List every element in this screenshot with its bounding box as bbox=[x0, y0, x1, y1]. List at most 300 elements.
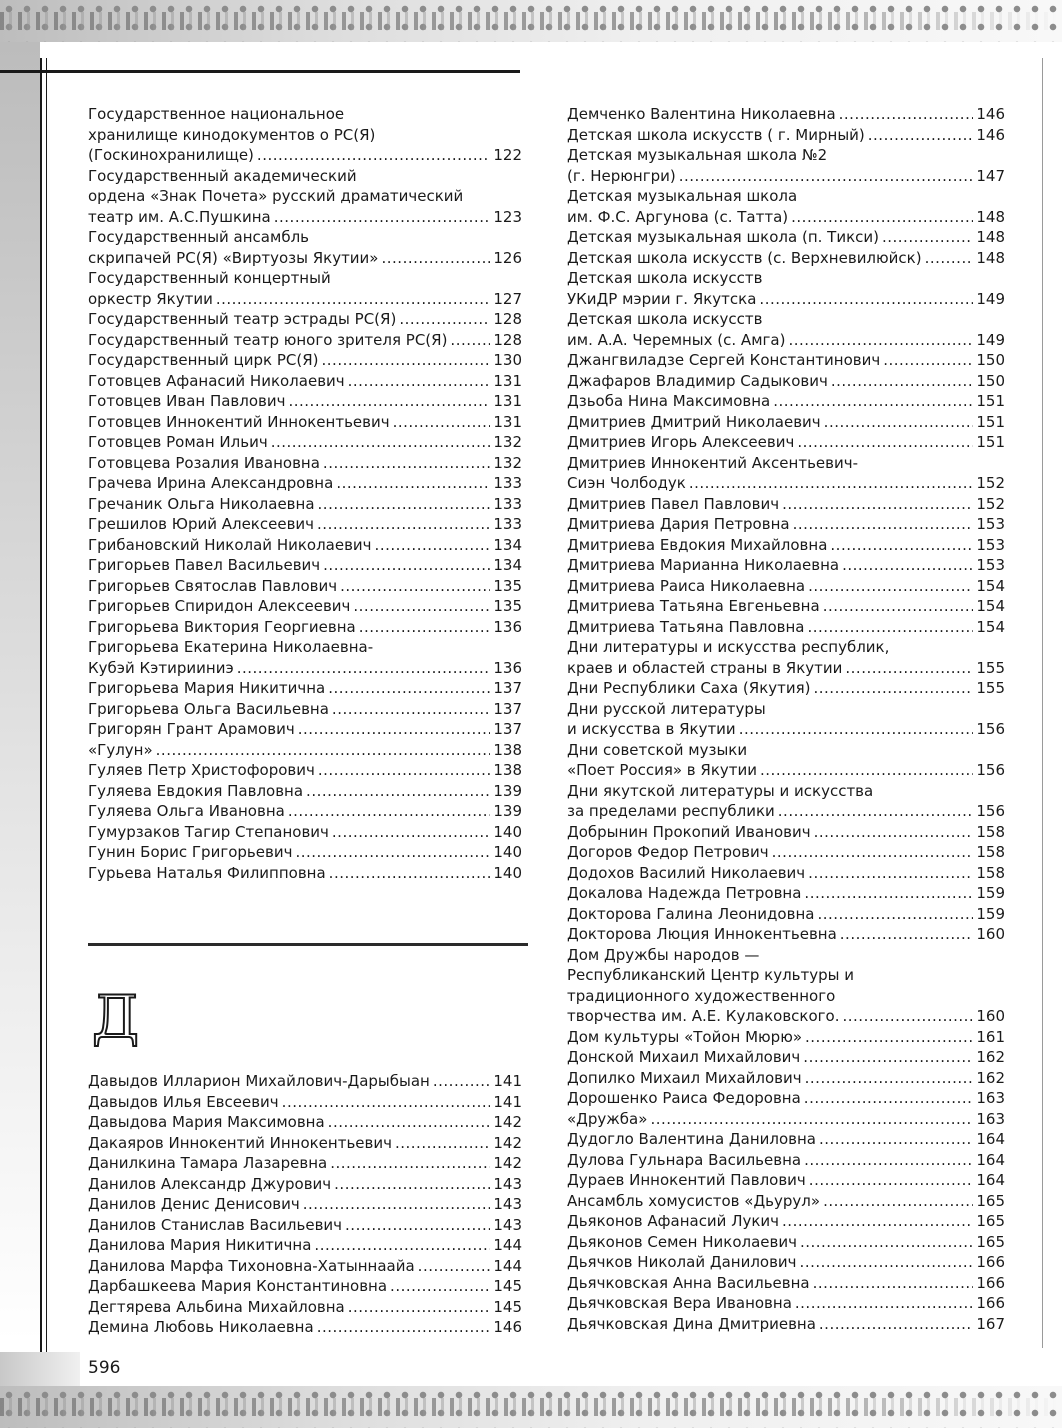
entry-page: 130 bbox=[493, 351, 522, 369]
entry-text: Добрынин Прокопий Иванович bbox=[567, 822, 811, 841]
entry-page: 153 bbox=[976, 535, 1005, 554]
dot-leader bbox=[808, 863, 973, 884]
index-entry bbox=[88, 1317, 522, 1338]
entry-text: Дакаяров Иннокентий Иннокентьевич bbox=[88, 1133, 392, 1152]
entry-page: 146 bbox=[493, 1318, 522, 1336]
entry-text: оркестр Якутии bbox=[88, 289, 213, 308]
entry-text: Донской Михаил Михайлович bbox=[567, 1048, 801, 1066]
index-entry bbox=[567, 617, 1005, 638]
entry-page: 122 bbox=[493, 146, 522, 164]
entry-text: Дмитриев Павел Павлович bbox=[567, 494, 780, 513]
entry-text: Дмитриева Марианна Николаевна bbox=[567, 556, 840, 574]
index-entry bbox=[88, 371, 522, 392]
entry-page: 152 bbox=[976, 494, 1005, 513]
page-number-bar bbox=[0, 1352, 80, 1386]
entry-page: 134 bbox=[493, 556, 522, 574]
entry-page: 138 bbox=[493, 761, 522, 779]
dot-leader bbox=[314, 1235, 490, 1256]
dot-leader bbox=[274, 207, 491, 228]
dot-leader bbox=[830, 535, 973, 556]
entry-text: Дьячковская Дина Дмитриевна bbox=[567, 1314, 816, 1333]
dot-leader bbox=[340, 576, 490, 597]
dot-leader bbox=[800, 1252, 974, 1273]
entry-text: Данилов Станислав Васильевич bbox=[88, 1215, 343, 1234]
entry-page: 131 bbox=[493, 392, 522, 410]
entry-text: Готовцев Роман Ильич bbox=[88, 433, 268, 451]
entry-text: Дни Республики Саха (Якутия) bbox=[567, 679, 811, 697]
entry-page: 164 bbox=[976, 1130, 1005, 1148]
dot-leader bbox=[382, 248, 491, 269]
entry-text: Республиканский Центр культуры и bbox=[567, 966, 854, 984]
entry-page: 166 bbox=[976, 1253, 1005, 1271]
dot-leader bbox=[805, 1027, 973, 1048]
entry-text: Григорян Грант Арамович bbox=[88, 720, 295, 738]
entry-page: 163 bbox=[976, 1089, 1005, 1107]
dot-leader bbox=[760, 760, 973, 781]
index-entry bbox=[88, 289, 522, 310]
entry-text: (Госкинохранилище) bbox=[88, 146, 254, 164]
index-entry bbox=[88, 350, 522, 371]
entry-page: 142 bbox=[493, 1113, 522, 1131]
index-entry bbox=[567, 1232, 1005, 1253]
dot-leader bbox=[216, 289, 491, 310]
index-column-right bbox=[567, 104, 1005, 1334]
dot-leader bbox=[804, 1150, 973, 1171]
index-entry bbox=[567, 350, 1005, 371]
entry-text: Давыдова Мария Максимовна bbox=[88, 1113, 325, 1131]
index-entry bbox=[567, 125, 1005, 146]
entry-text: Ансамбль хомусистов «Дьурул» bbox=[567, 1191, 821, 1210]
entry-page: 137 bbox=[493, 699, 522, 718]
dot-leader bbox=[332, 699, 490, 720]
index-entry bbox=[88, 576, 522, 597]
dot-leader bbox=[782, 494, 973, 515]
dot-leader bbox=[807, 617, 973, 638]
index-entry bbox=[567, 1293, 1005, 1314]
entry-text: Дмитриев Иннокентий Аксентьевич- bbox=[567, 453, 859, 472]
index-entry bbox=[88, 1071, 522, 1092]
entry-text: Докторова Галина Леонидовна bbox=[567, 904, 815, 923]
dot-leader bbox=[778, 801, 974, 822]
entry-text: Дорошенко Раиса Федоровна bbox=[567, 1089, 801, 1107]
index-entry bbox=[88, 617, 522, 638]
index-entry bbox=[567, 883, 1005, 904]
index-entry bbox=[567, 719, 1005, 740]
index-entry bbox=[567, 986, 1005, 1007]
entry-text: Гуляев Петр Христофорович bbox=[88, 761, 315, 779]
entry-text: Готовцев Афанасий Николаевич bbox=[88, 371, 345, 390]
index-entry bbox=[88, 1194, 522, 1215]
dot-leader bbox=[328, 678, 490, 699]
entry-page: 128 bbox=[493, 330, 522, 349]
entry-page: 126 bbox=[493, 248, 522, 267]
dot-leader bbox=[824, 412, 974, 433]
dot-leader bbox=[450, 330, 490, 351]
entry-text: Гуляева Ольга Ивановна bbox=[88, 802, 285, 820]
entry-page: 132 bbox=[493, 453, 522, 472]
entry-text: Дмитриева Евдокия Михайловна bbox=[567, 535, 828, 554]
index-entry bbox=[567, 1088, 1005, 1109]
index-entry bbox=[567, 1170, 1005, 1191]
index-entry bbox=[88, 104, 522, 125]
index-entry bbox=[567, 494, 1005, 515]
dot-leader bbox=[271, 432, 491, 453]
entry-text: Дегтярева Альбина Михайловна bbox=[88, 1297, 345, 1316]
dot-leader bbox=[298, 719, 491, 740]
dot-leader bbox=[399, 309, 490, 330]
entry-page: 141 bbox=[493, 1092, 522, 1111]
index-entry bbox=[567, 904, 1005, 925]
index-entry bbox=[567, 965, 1005, 986]
entry-text: Дни якутской литературы и искусства bbox=[567, 781, 874, 800]
entry-page: 163 bbox=[976, 1109, 1005, 1128]
entry-page: 156 bbox=[976, 802, 1005, 820]
entry-page: 133 bbox=[493, 494, 522, 513]
entry-page: 142 bbox=[493, 1154, 522, 1172]
index-entry bbox=[567, 227, 1005, 248]
dot-leader bbox=[772, 842, 974, 863]
entry-text: Государственный театр эстрады РС(Я) bbox=[88, 310, 397, 328]
index-entry bbox=[567, 1150, 1005, 1171]
entry-page: 151 bbox=[976, 433, 1005, 451]
dot-leader bbox=[318, 760, 490, 781]
entry-text: Детская школа искусств (с. Верхневилюйск) bbox=[567, 248, 922, 267]
entry-text: Дмитриева Раиса Николаевна bbox=[567, 576, 806, 595]
dot-leader bbox=[817, 904, 973, 925]
dot-leader bbox=[868, 125, 974, 146]
entry-page: 165 bbox=[976, 1232, 1005, 1251]
dot-leader bbox=[318, 494, 491, 515]
index-entry bbox=[88, 1153, 522, 1174]
entry-text: Гурьева Наталья Филипповна bbox=[88, 863, 326, 882]
entry-page: 154 bbox=[976, 617, 1005, 636]
entry-page: 127 bbox=[493, 289, 522, 308]
ornamental-border-top bbox=[0, 0, 1062, 42]
dot-leader bbox=[353, 596, 490, 617]
dot-leader bbox=[395, 1133, 490, 1154]
entry-text: Грибановский Николай Николаевич bbox=[88, 535, 372, 554]
index-entry bbox=[567, 1211, 1005, 1232]
index-entry bbox=[88, 719, 522, 740]
dot-leader bbox=[805, 1068, 974, 1089]
entry-page: 156 bbox=[976, 761, 1005, 779]
entry-page: 135 bbox=[493, 576, 522, 595]
entry-text: Готовцева Розалия Ивановна bbox=[88, 453, 320, 472]
entry-page: 140 bbox=[493, 822, 522, 841]
entry-page: 150 bbox=[976, 351, 1005, 369]
left-rule-thin bbox=[46, 58, 47, 1388]
entry-page: 145 bbox=[493, 1277, 522, 1295]
index-entry bbox=[88, 207, 522, 228]
entry-text: Дарбашкеева Мария Константиновна bbox=[88, 1277, 388, 1295]
entry-page: 128 bbox=[493, 310, 522, 328]
index-entry bbox=[88, 227, 522, 248]
dot-leader bbox=[739, 719, 974, 740]
entry-text: краев и областей страны в Якутии bbox=[567, 658, 843, 677]
entry-page: 150 bbox=[976, 371, 1005, 390]
entry-text: Додохов Василий Николаевич bbox=[567, 863, 806, 882]
dot-leader bbox=[804, 883, 973, 904]
side-shade bbox=[0, 42, 40, 1342]
entry-page: 137 bbox=[493, 679, 522, 697]
entry-page: 136 bbox=[493, 658, 522, 677]
entry-text: театр им. А.С.Пушкина bbox=[88, 207, 271, 226]
entry-text: Детская музыкальная школа (п. Тикси) bbox=[567, 228, 879, 246]
dot-leader bbox=[348, 371, 491, 392]
ornamental-border-bottom bbox=[0, 1386, 1062, 1428]
entry-page: 167 bbox=[976, 1314, 1005, 1333]
entry-page: 155 bbox=[976, 658, 1005, 677]
page-number: 596 bbox=[88, 1358, 121, 1378]
dot-leader bbox=[317, 1317, 491, 1338]
index-entry bbox=[567, 801, 1005, 822]
dot-leader bbox=[883, 350, 973, 371]
entry-text: Детская музыкальная школа №2 bbox=[567, 146, 828, 164]
index-entry bbox=[567, 740, 1005, 761]
entry-page: 141 bbox=[493, 1072, 522, 1090]
entry-text: Дьяконов Афанасий Лукич bbox=[567, 1212, 780, 1230]
entry-text: ордена «Знак Почета» русский драматический bbox=[88, 187, 464, 205]
index-entry bbox=[88, 473, 522, 494]
entry-text: им. А.А. Черемных (с. Амга) bbox=[567, 330, 786, 349]
entry-text: Григорьева Виктория Георгиевна bbox=[88, 617, 356, 636]
index-entry bbox=[567, 781, 1005, 802]
entry-page: 144 bbox=[493, 1256, 522, 1275]
index-entry bbox=[567, 1314, 1005, 1335]
entry-page: 143 bbox=[493, 1215, 522, 1234]
entry-page: 159 bbox=[976, 904, 1005, 923]
index-entry bbox=[88, 555, 522, 576]
entry-text: Дьячковская Вера Ивановна bbox=[567, 1294, 792, 1312]
index-entry bbox=[567, 268, 1005, 289]
index-entry bbox=[88, 1133, 522, 1154]
entry-page: 153 bbox=[976, 515, 1005, 533]
entry-page: 156 bbox=[976, 720, 1005, 738]
entry-page: 159 bbox=[976, 884, 1005, 902]
entry-page: 162 bbox=[976, 1068, 1005, 1087]
dot-leader bbox=[303, 1194, 491, 1215]
entry-page: 149 bbox=[976, 289, 1005, 308]
dot-leader bbox=[334, 1174, 490, 1195]
index-entry bbox=[88, 268, 522, 289]
index-entry bbox=[88, 391, 522, 412]
index-entry bbox=[88, 453, 522, 474]
index-entry bbox=[567, 658, 1005, 679]
dot-leader bbox=[814, 678, 974, 699]
entry-text: Детская школа искусств ( г. Мирный) bbox=[567, 125, 865, 144]
index-entry bbox=[88, 412, 522, 433]
dot-leader bbox=[845, 658, 973, 679]
index-entry bbox=[88, 145, 522, 166]
entry-text: «Гулун» bbox=[88, 740, 153, 759]
dot-leader bbox=[393, 412, 491, 433]
entry-text: Давыдов Илья Евсеевич bbox=[88, 1092, 279, 1111]
index-entry bbox=[567, 166, 1005, 187]
index-entry bbox=[88, 596, 522, 617]
entry-text: Данилова Марфа Тихоновна-Хатыннаайа bbox=[88, 1256, 415, 1275]
index-entry bbox=[567, 863, 1005, 884]
entry-page: 138 bbox=[493, 740, 522, 759]
index-entry bbox=[567, 453, 1005, 474]
dot-leader bbox=[842, 555, 973, 576]
dot-leader bbox=[328, 1112, 491, 1133]
dot-leader bbox=[330, 1153, 490, 1174]
entry-text: Дом Дружбы народов — bbox=[567, 945, 760, 964]
entry-text: Дулова Гульнара Васильевна bbox=[567, 1150, 802, 1169]
entry-page: 131 bbox=[493, 371, 522, 390]
index-entry bbox=[567, 535, 1005, 556]
index-entry bbox=[567, 391, 1005, 412]
index-entry bbox=[567, 514, 1005, 535]
index-entry bbox=[88, 801, 522, 822]
index-entry bbox=[567, 945, 1005, 966]
dot-leader bbox=[156, 740, 491, 761]
index-column-left-top bbox=[88, 104, 522, 883]
entry-page: 154 bbox=[976, 597, 1005, 615]
entry-text: «Поет Россия» в Якутии bbox=[567, 761, 758, 779]
dot-leader bbox=[288, 801, 491, 822]
index-entry bbox=[88, 658, 522, 679]
index-entry bbox=[567, 289, 1005, 310]
entry-text: хранилище кинодокументов о РС(Я) bbox=[88, 125, 376, 144]
dot-leader bbox=[679, 166, 974, 187]
dot-leader bbox=[332, 822, 490, 843]
entry-page: 137 bbox=[493, 720, 522, 738]
index-entry bbox=[567, 699, 1005, 720]
entry-text: Дзьоба Нина Максимовна bbox=[567, 392, 771, 410]
entry-text: Джафаров Владимир Садыкович bbox=[567, 371, 828, 390]
index-entry bbox=[567, 1027, 1005, 1048]
index-entry bbox=[567, 596, 1005, 617]
entry-text: традиционного художественного bbox=[567, 986, 836, 1005]
entry-text: Докалова Надежда Петровна bbox=[567, 884, 802, 902]
dot-leader bbox=[295, 842, 490, 863]
entry-page: 165 bbox=[976, 1191, 1005, 1210]
index-entry bbox=[567, 104, 1005, 125]
entry-page: 160 bbox=[976, 925, 1005, 943]
entry-page: 154 bbox=[976, 576, 1005, 595]
dot-leader bbox=[840, 924, 974, 945]
entry-text: Допилко Михаил Михайлович bbox=[567, 1068, 802, 1087]
index-entry bbox=[88, 822, 522, 843]
entry-text: Дьячков Николай Данилович bbox=[567, 1253, 797, 1271]
entry-text: Григорьева Екатерина Николаевна- bbox=[88, 638, 374, 656]
entry-text: Дмитриев Дмитрий Николаевич bbox=[567, 412, 821, 431]
entry-text: Грешилов Юрий Алексеевич bbox=[88, 515, 315, 533]
index-entry bbox=[88, 1256, 522, 1277]
dot-leader bbox=[797, 432, 973, 453]
index-entry bbox=[567, 309, 1005, 330]
entry-page: 161 bbox=[976, 1027, 1005, 1046]
entry-page: 155 bbox=[976, 679, 1005, 697]
entry-text: Государственное национальное bbox=[88, 105, 345, 123]
entry-page: 148 bbox=[976, 248, 1005, 267]
dot-leader bbox=[336, 473, 490, 494]
entry-page: 133 bbox=[493, 515, 522, 533]
dot-leader bbox=[803, 1047, 973, 1068]
left-rule bbox=[40, 58, 42, 1388]
entry-text: Дудогло Валентина Даниловна bbox=[567, 1130, 816, 1148]
entry-text: скрипачей РС(Я) «Виртуозы Якутии» bbox=[88, 248, 379, 267]
index-entry bbox=[88, 1215, 522, 1236]
entry-text: Дураев Иннокентий Павлович bbox=[567, 1171, 806, 1189]
dot-leader bbox=[257, 145, 490, 166]
index-entry bbox=[567, 1252, 1005, 1273]
index-entry bbox=[567, 576, 1005, 597]
index-entry bbox=[88, 1092, 522, 1113]
entry-text: Гунин Борис Григорьевич bbox=[88, 843, 293, 861]
dot-leader bbox=[882, 227, 973, 248]
index-entry bbox=[88, 781, 522, 802]
index-entry bbox=[88, 637, 522, 658]
top-rule bbox=[0, 70, 520, 73]
entry-page: 152 bbox=[976, 474, 1005, 492]
index-entry bbox=[88, 842, 522, 863]
index-entry bbox=[88, 678, 522, 699]
dot-leader bbox=[329, 863, 491, 884]
index-entry bbox=[88, 760, 522, 781]
entry-text: Данилов Александр Джурович bbox=[88, 1174, 332, 1193]
section-rule bbox=[88, 943, 528, 946]
entry-text: и искусства в Якутии bbox=[567, 720, 736, 738]
entry-text: УКиДР мэрии г. Якутска bbox=[567, 289, 757, 308]
entry-text: Данилкина Тамара Лазаревна bbox=[88, 1154, 328, 1172]
index-entry bbox=[88, 186, 522, 207]
dot-leader bbox=[418, 1256, 491, 1277]
dot-leader bbox=[823, 596, 974, 617]
entry-page: 144 bbox=[493, 1236, 522, 1254]
entry-text: «Дружба» bbox=[567, 1109, 648, 1128]
index-entry bbox=[567, 145, 1005, 166]
entry-text: Государственный ансамбль bbox=[88, 228, 309, 246]
dot-leader bbox=[791, 207, 973, 228]
entry-text: Готовцев Иннокентий Иннокентьевич bbox=[88, 412, 390, 431]
entry-text: Джангвиладзе Сергей Константинович bbox=[567, 351, 881, 369]
entry-text: им. Ф.С. Аргунова (с. Татта) bbox=[567, 207, 789, 226]
dot-leader bbox=[814, 822, 974, 843]
entry-text: Готовцев Иван Павлович bbox=[88, 392, 286, 410]
dot-leader bbox=[793, 514, 974, 535]
entry-text: Государственный академический bbox=[88, 166, 357, 185]
entry-text: Детская музыкальная школа bbox=[567, 187, 798, 205]
index-entry bbox=[88, 535, 522, 556]
dot-leader bbox=[759, 289, 973, 310]
entry-text: Сиэн Чолбодук bbox=[567, 474, 686, 492]
index-entry bbox=[88, 1297, 522, 1318]
dot-leader bbox=[359, 617, 491, 638]
index-entry bbox=[88, 863, 522, 884]
entry-text: Кубэй Кэтирииниэ bbox=[88, 658, 234, 677]
index-entry bbox=[567, 1006, 1005, 1027]
entry-page: 158 bbox=[976, 843, 1005, 861]
entry-page: 160 bbox=[976, 1007, 1005, 1025]
index-entry bbox=[567, 1129, 1005, 1150]
index-entry bbox=[88, 330, 522, 351]
entry-text: Дьяконов Семен Николаевич bbox=[567, 1232, 797, 1251]
dot-leader bbox=[288, 391, 490, 412]
dot-leader bbox=[925, 248, 974, 269]
entry-text: Демченко Валентина Николаевна bbox=[567, 105, 836, 123]
dot-leader bbox=[808, 576, 973, 597]
index-entry bbox=[567, 760, 1005, 781]
entry-page: 139 bbox=[493, 802, 522, 820]
entry-page: 166 bbox=[976, 1294, 1005, 1312]
index-entry bbox=[567, 555, 1005, 576]
entry-text: Гречаник Ольга Николаевна bbox=[88, 494, 315, 513]
dot-leader bbox=[650, 1109, 973, 1130]
index-entry bbox=[567, 822, 1005, 843]
entry-text: Григорьева Мария Никитична bbox=[88, 679, 326, 697]
